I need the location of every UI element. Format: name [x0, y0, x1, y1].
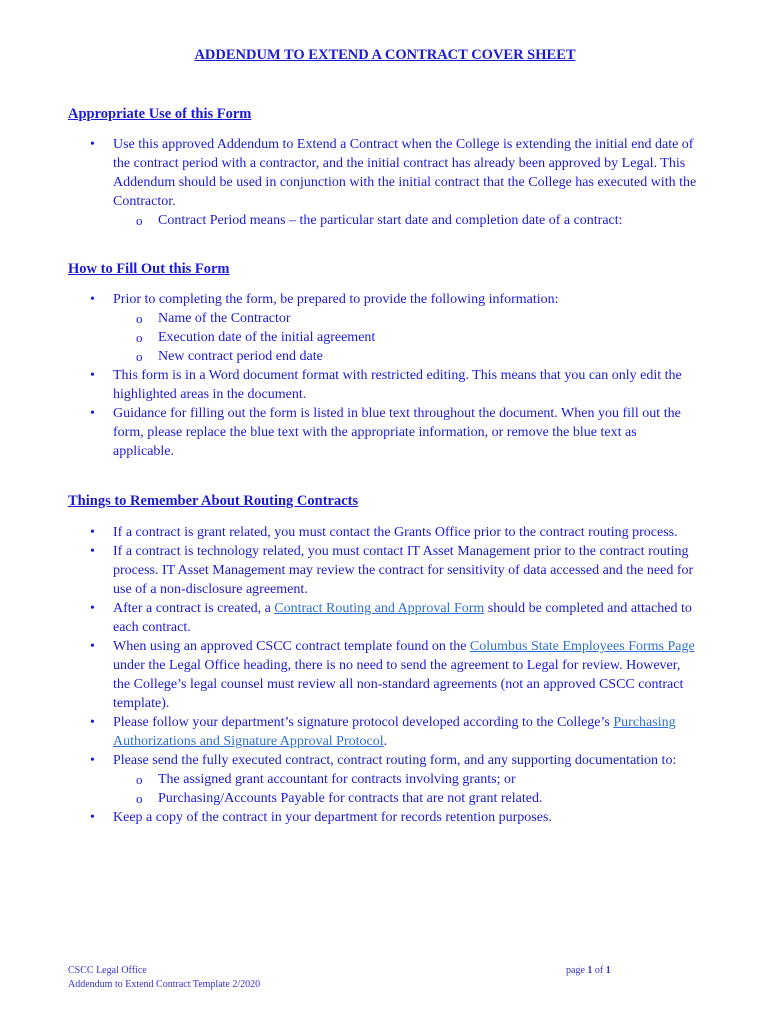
text-segment: After a contract is created, a [113, 601, 275, 616]
footer-page-number [566, 964, 611, 978]
list-item: • Please send the fully executed contract, contract routing form, and any supporting documentation to: [0, 751, 700, 770]
list-item [0, 713, 700, 751]
list-subitem: o Execution date of the initial agreement [0, 328, 700, 347]
page-of: of [592, 965, 606, 976]
section-heading-how-to-fill: How to Fill Out this Form [68, 261, 230, 277]
how-to-fill-list [0, 290, 700, 461]
footer-template-name: Addendum to Extend Contract Template 2/2020 [68, 979, 261, 990]
text-segment: When using an approved CSCC contract template found on the [113, 639, 470, 654]
contract-routing-form-link[interactable]: Contract Routing and Approval Form [274, 601, 485, 616]
list-subitem: o Contract Period means – the particular start date and completion date of a contract: [0, 211, 700, 230]
list-subitem: o Purchasing/Accounts Payable for contracts that are not grant related. [0, 789, 700, 808]
employees-forms-page-link[interactable]: Columbus State Employees Forms Page [469, 639, 695, 654]
footer-left [68, 964, 260, 992]
text-segment: . [383, 734, 388, 749]
text-segment: under the Legal Office heading, there is no need to send the agreement to Legal for review. However, the College’s legal counsel must review all non-standard agreements (not an approved CSCC contract template). [113, 658, 684, 711]
list-item [0, 637, 700, 713]
routing-contracts-list [0, 523, 700, 827]
list-item: • Prior to completing the form, be prepared to provide the following information: [0, 290, 700, 309]
list-subitem: o The assigned grant accountant for contracts involving grants; or [0, 770, 700, 789]
list-item: • If a contract is technology related, you must contact IT Asset Management prior to the contract routing process. IT Asset Management may review the contract for sensitivity of data accessed and the need for use of a non-disclosure agreement. [0, 542, 700, 599]
appropriate-use-list [0, 135, 700, 230]
page-label: page [566, 965, 588, 976]
section-heading-routing-contracts: Things to Remember About Routing Contracts [68, 493, 359, 509]
page-total: 1 [605, 965, 611, 976]
section-heading-appropriate-use: Appropriate Use of this Form [68, 106, 252, 122]
list-item [0, 599, 700, 637]
list-item: • Guidance for filling out the form is listed in blue text throughout the document. When you fill out the form, please replace the blue text with the appropriate information, or remove the blue text as applicable. [0, 404, 700, 461]
list-item: • Use this approved Addendum to Extend a Contract when the College is extending the initial end date of the contract period with a contractor, and the initial contract has already been approved by Legal. This Addendum should be used in conjunction with the initial contract that the College has executed with the Contractor. [0, 135, 700, 211]
text-segment: Please follow your department’s signature protocol developed according to the College’s [113, 715, 614, 730]
signature-protocol-link[interactable]: Purchasing Authorizations and Signature Approval Protocol [113, 715, 676, 749]
list-item: • This form is in a Word document format with restricted editing. This means that you can only edit the highlighted areas in the document. [0, 366, 700, 404]
document-title: ADDENDUM TO EXTEND A CONTRACT COVER SHEET [194, 47, 576, 63]
list-subitem: o Name of the Contractor [0, 309, 700, 328]
list-subitem: o New contract period end date [0, 347, 700, 366]
list-item: • Keep a copy of the contract in your department for records retention purposes. [0, 808, 700, 827]
page-current: 1 [587, 965, 593, 976]
footer-office: CSCC Legal Office [68, 965, 147, 976]
text-segment: should be completed and attached to each contract. [113, 601, 692, 635]
list-item: • If a contract is grant related, you must contact the Grants Office prior to the contract routing process. [0, 523, 700, 542]
